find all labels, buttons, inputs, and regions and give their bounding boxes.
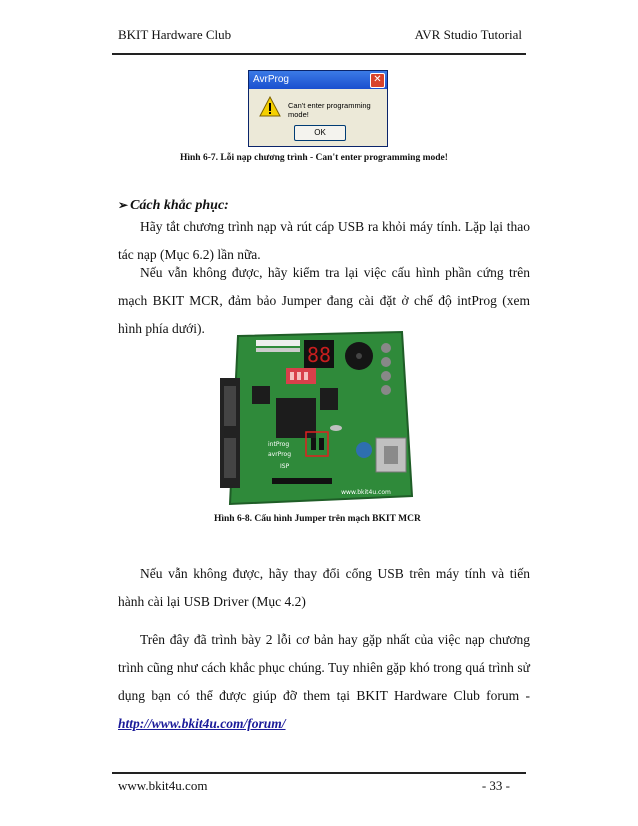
isp-label: ISP — [280, 463, 290, 470]
footer-rule — [112, 772, 526, 774]
header-doc-title: AVR Studio Tutorial — [414, 27, 522, 42]
page-footer — [118, 778, 522, 798]
page-header — [118, 27, 522, 47]
header-rule — [112, 53, 526, 55]
paragraph-3-text: Nếu vẫn không được, hãy thay đổi cổng USB trên máy tính và tiến hành cài lại USB Driver (Mục 4.2) — [118, 566, 530, 609]
forum-link[interactable]: http://www.bkit4u.com/forum/ — [118, 716, 286, 731]
silkscreen-url: www.bkit4u.com — [341, 489, 391, 496]
ok-button[interactable]: OK — [294, 125, 346, 141]
close-icon[interactable]: ✕ — [370, 73, 385, 88]
paragraph-4 — [118, 626, 530, 738]
header-club-name: BKIT Hardware Club — [118, 27, 232, 42]
paragraph-4-text: Trên đây đã trình bày 2 lỗi cơ bản hay gặp nhất của việc nạp chương trình cũng như cách khắc phục chúng. Tuy nhiên gặp khó trong quá trình sử dụng bạn có thể được giúp đỡ them tại BKIT Hardware Club forum - — [118, 632, 530, 703]
dialog-message: Can't enter programming mode! — [288, 101, 371, 119]
intprog-label: intProg — [268, 441, 290, 448]
bkit-mcr-board-photo — [216, 328, 416, 508]
figure-caption-6-8: Hình 6-8. Cấu hình Jumper trên mạch BKIT MCR — [214, 514, 421, 524]
warning-icon — [259, 96, 281, 118]
avrprog-label: avrProg — [268, 451, 292, 458]
paragraph-1-text: Hãy tắt chương trình nạp và rút cáp USB ra khỏi máy tính. Lặp lại thao tác nạp (Mục 6.2) lần nữa. — [118, 219, 530, 262]
dialog-titlebar — [249, 71, 387, 89]
dialog-title: AvrProg — [253, 74, 289, 85]
section-title-text: Cách khắc phục: — [130, 198, 229, 213]
arrow-bullet-icon: ➢ — [118, 198, 129, 212]
footer-website: www.bkit4u.com — [118, 778, 208, 793]
figure-caption-6-7: Hình 6-7. Lỗi nạp chương trình - Can't enter programming mode! — [180, 153, 448, 163]
avrprog-error-dialog — [248, 70, 388, 147]
page-number: - 33 - — [481, 778, 510, 793]
paragraph-3 — [118, 560, 530, 616]
paragraph-2-text: Nếu vẫn không được, hãy kiểm tra lại việc cấu hình phần cứng trên mạch BKIT MCR, đảm bảo Jumper đang cài đặt ở chế độ intProg (xem hình phía dưới). — [118, 265, 530, 336]
section-heading — [118, 198, 229, 214]
seven-segment-display: 88 — [306, 343, 332, 367]
